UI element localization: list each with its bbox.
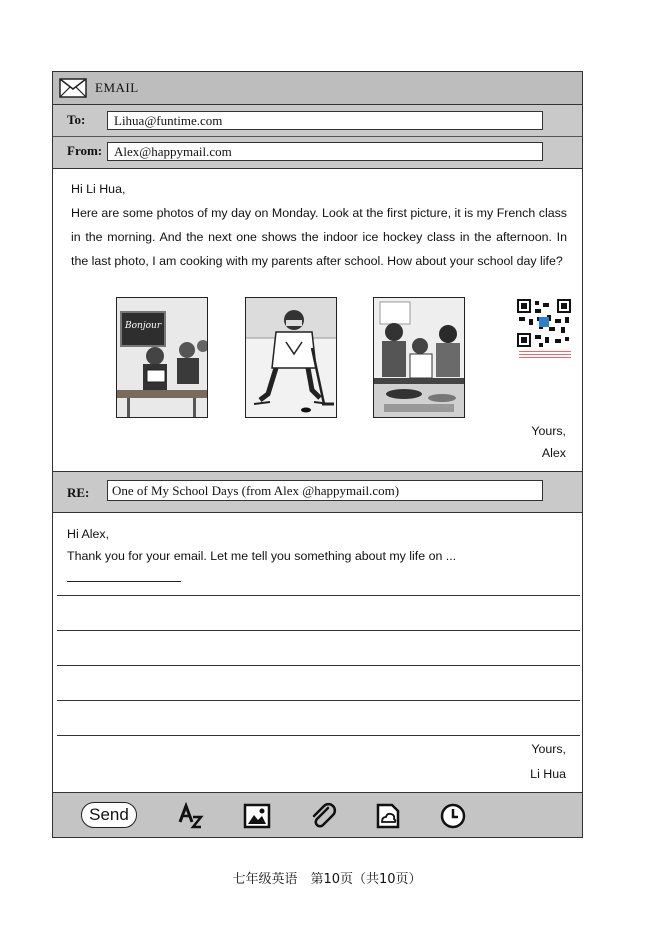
email-form <box>52 71 583 838</box>
cloud-drive-icon[interactable] <box>374 802 402 830</box>
reply-body <box>67 523 567 589</box>
writing-line[interactable] <box>57 630 580 631</box>
page-footer: 七年级英语 第10页（共10页） <box>232 872 422 887</box>
image-icon[interactable] <box>243 802 271 830</box>
reply-greeting: Hi Alex, <box>67 527 110 541</box>
message-greeting: Hi Li Hua, <box>71 182 126 196</box>
reply-subject-section <box>53 471 582 513</box>
font-size-icon[interactable] <box>177 802 205 830</box>
clock-icon[interactable] <box>439 802 467 830</box>
reply-signature: Li Hua <box>530 767 566 781</box>
writing-line[interactable] <box>57 595 580 596</box>
writing-line[interactable] <box>57 700 580 701</box>
email-toolbar <box>53 792 582 837</box>
writing-line[interactable] <box>57 735 580 736</box>
qr-code-icon <box>517 299 571 347</box>
email-title: EMAIL <box>95 80 139 95</box>
to-label: To: <box>67 112 86 127</box>
ice-hockey-illustration <box>246 298 337 418</box>
writing-line[interactable] <box>57 665 580 666</box>
address-section <box>53 105 582 169</box>
answer-blank-inline[interactable] <box>67 569 181 582</box>
chalkboard-text: Bonjour <box>125 321 162 331</box>
cooking-photo <box>373 297 465 418</box>
message-body <box>71 177 567 273</box>
send-button[interactable]: Send <box>81 802 137 828</box>
email-header <box>53 72 582 105</box>
message-text: Here are some photos of my day on Monday. Look at the first picture, it is my French class in the morning. And the next one shows the indoor ice hockey class in the afternoon. In the last photo, I am cooking with my parents after school. How about your school day life? <box>71 206 567 268</box>
qr-caption-decoration <box>519 349 571 358</box>
french-class-illustration <box>117 298 208 418</box>
envelope-icon <box>59 78 87 98</box>
subject-field[interactable]: One of My School Days (from Alex @happymail.com) <box>107 480 543 501</box>
attachment-icon[interactable] <box>309 802 337 830</box>
ice-hockey-photo <box>245 297 337 418</box>
re-label: RE: <box>67 485 90 500</box>
cooking-illustration <box>374 298 465 418</box>
to-row <box>53 105 582 137</box>
from-row <box>53 136 582 167</box>
message-closing: Yours, <box>531 424 566 438</box>
reply-closing: Yours, <box>531 742 566 756</box>
from-field[interactable]: Alex@happymail.com <box>107 142 543 161</box>
reply-lead-line <box>67 545 567 589</box>
message-signature: Alex <box>541 446 566 460</box>
from-label: From: <box>67 143 103 158</box>
to-field[interactable]: Lihua@funtime.com <box>107 111 543 130</box>
reply-lead: Thank you for your email. Let me tell you something about my life on ... <box>67 549 457 563</box>
french-class-photo <box>116 297 208 418</box>
